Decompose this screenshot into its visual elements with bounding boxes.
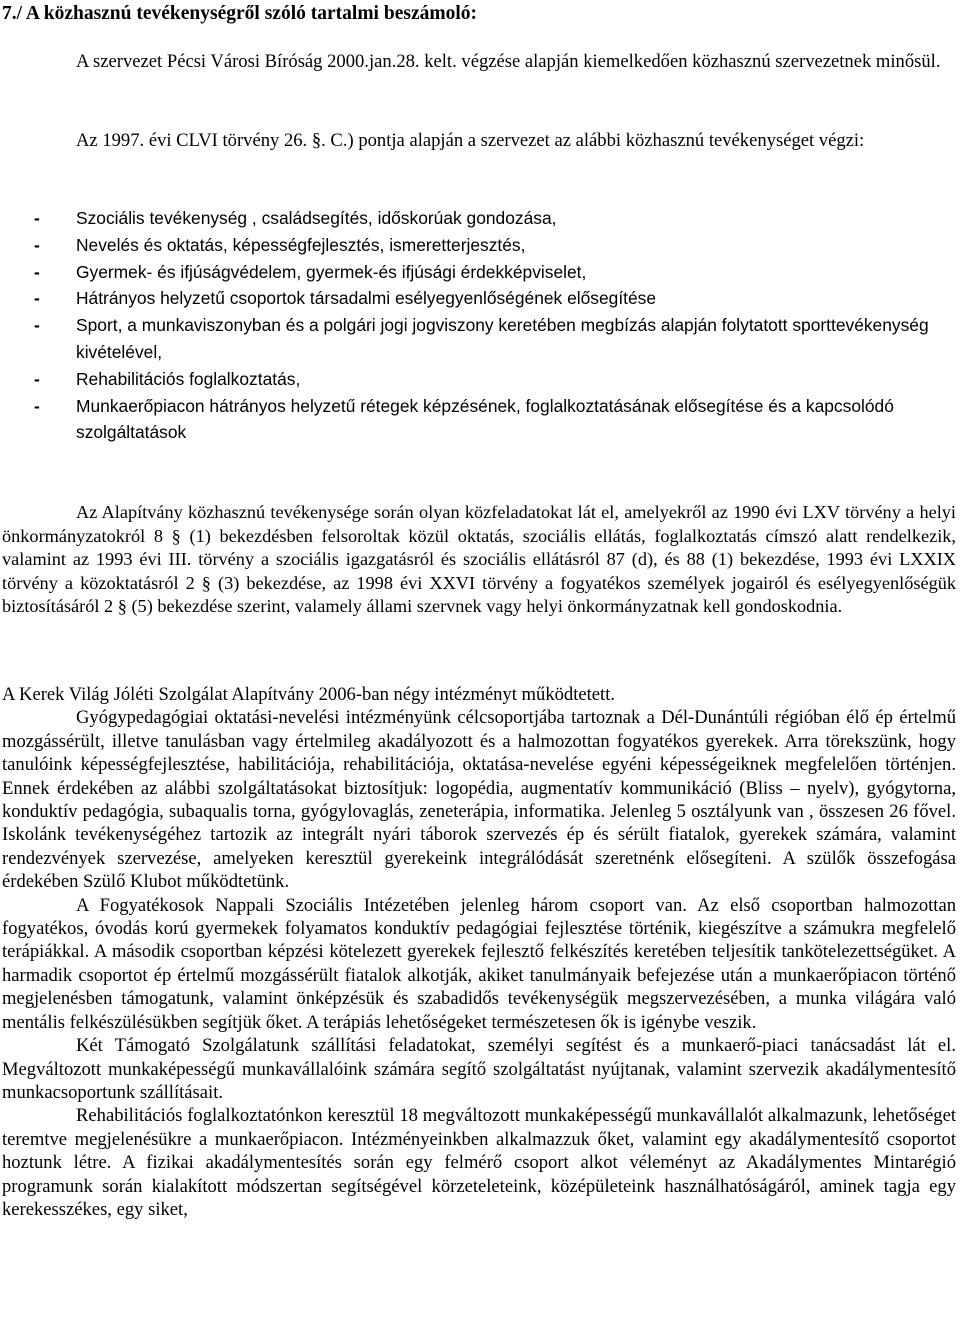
activity-list — [0, 205, 940, 446]
law-paragraph: Az Alapítvány közhasznú tevékenysége során olyan közfeladatokat lát el, amelyekről az 1990 évi LXV törvény a helyi önkormányzatokról 8 § (1) bekezdésben felsoroltak közül oktatás, szociális ellátás, foglalkoztatás címszó alatt rendelkezik, valamint az 1993 évi III. törvény a szociális igazgatásról és szociális ellátásról 87 (d), és 88 (1) bekezdése, 1993 évi LXXIX törvény a közoktatásról 2 § (3) bekezdése, az 1998 évi XXVI törvény a fogyatékos személyek jogairól és esélyegyenlőségük biztosításáról 2 § (5) bekezdése szerint, valamely állami szervnek vagy helyi önkormányzatnak kell gondoskodnia. — [2, 502, 956, 617]
list-item — [0, 393, 940, 447]
institutions-intro: A Kerek Világ Jóléti Szolgálat Alapítvány 2006-ban négy intézményt működtetett. — [2, 684, 616, 705]
list-item-text: Szociális tevékenység , családsegítés, időskorúak gondozása, — [76, 208, 557, 228]
dash-bullet: - — [34, 234, 40, 255]
list-item-text: Nevelés és oktatás, képességfejlesztés, ismeretterjesztés, — [76, 234, 526, 255]
list-item-text: Rehabilitációs foglalkoztatás, — [76, 368, 301, 389]
dash-bullet: - — [34, 315, 40, 336]
dash-bullet: - — [34, 261, 40, 282]
section-heading: 7./ A közhasznú tevékenységről szóló tartalmi beszámoló: — [2, 3, 477, 24]
intro-law-paragraph: Az 1997. évi CLVI törvény 26. §. C.) pontja alapján a szervezet az alábbi közhasznú tevékenységet végzi: — [76, 130, 865, 151]
list-item-text: Gyermek- és ifjúságvédelem, gyermek-és ifjúsági érdekképviselet, — [76, 261, 587, 282]
institutions-section — [2, 683, 956, 1221]
dash-bullet: - — [34, 395, 40, 416]
list-item — [0, 285, 940, 312]
list-item — [0, 205, 940, 232]
list-item-text: Sport, a munkaviszonyban és a polgári jogi jogviszony keretében megbízás alapján folytatott sporttevékenység kivételével, — [76, 315, 929, 362]
dash-bullet: - — [34, 208, 40, 228]
intro-status-paragraph: A szervezet Pécsi Városi Bíróság 2000.jan.28. kelt. végzése alapján kiemelkedően közhasznú szervezetnek minősül. — [76, 51, 941, 72]
list-item — [0, 259, 940, 286]
dash-bullet: - — [34, 368, 40, 389]
dash-bullet: - — [34, 288, 40, 309]
list-item — [0, 312, 940, 366]
list-item — [0, 232, 940, 259]
list-item — [0, 366, 940, 393]
school-paragraph: Gyógypedagógiai oktatási-nevelési intézményünk célcsoportjába tartoznak a Dél-Dunántúli régióban élő ép értelmű mozgássérült, illetve tanulásban vagy értelmileg akadályozott és a halmozottan fogyatékos gyerekek. Arra törekszünk, hogy tanulóink képességfejlesztése, habilitációja, rehabilitációja, oktatása-nevelése egyéni képességeiknek megfelelően történjen. Ennek érdekében az alábbi szolgáltatásokat biztosítjuk: logopédia, augmentatív kommunikáció (Bliss – nyelv), gyógytorna, konduktív pedagógia, subaqualis torna, gyógylovaglás, zeneterápia, informatika. Jelenleg 5 osztályunk van , összesen 26 fővel. Iskolánk tevékenységéhez tartozik az integrált nyári táborok szervezés ép és sérült fiatalok, gyerekek számára, valamint rendezvények szervezése, amelyeken keresztül gyerekeink integrálódását szeretnénk elősegíteni. A szülők összefogása érdekében Szülő Klubot működtetünk. — [2, 707, 956, 893]
list-item-text: Munkaerőpiacon hátrányos helyzetű rétegek képzésének, foglalkoztatásának elősegítése és a kapcsolódó szolgáltatások — [76, 395, 894, 443]
list-item-text: Hátrányos helyzetű csoportok társadalmi esélyegyenlőségének elősegítése — [76, 288, 657, 309]
day-care-paragraph: A Fogyatékosok Nappali Szociális Intézetében jelenleg három csoport van. Az első csoportban halmozottan fogyatékos, óvodás korú gyermekek folyamatos konduktív pedagógiai fejlesztése történik, kiegészítve a számukra megfelelő terápiákkal. A második csoportban képzési kötelezett gyerekek fejlesztő felkészítés keretében teljesítik tankötelezettségüket. A harmadik csoportot ép értelmű mozgássérült fiatalok alkotják, akiket tanulmányaik befejezése után a munkaerőpiacon történő megjelenésben támogatunk, valamint önképzésük és szabadidős tevékenységük megszervezésében, a munka világára való mentális felkészülésükben segítjük őket. A terápiás lehetőségeket természetesen ők is igénybe veszik. — [2, 894, 956, 1033]
rehabilitation-paragraph: Rehabilitációs foglalkoztatónkon keresztül 18 megváltozott munkaképességű munkavállalót alkalmazunk, lehetőséget teremtve megjelenésükre a munkaerőpiacon. Intézményeinkben alkalmazzuk őket, valamint egy akadálymentesítő csoportot hoztunk létre. A fizikai akadálymentesítés során egy felmérő csoport alkot véleményt az Akadálymentes Mintarégió programunk során kialakított módszertan segítségével körzeteleteink, középületeink használhatóságáról, aminek tagja egy kerekesszékes, egy siket, — [2, 1105, 956, 1220]
support-service-paragraph: Két Támogató Szolgálatunk szállítási feladatokat, személyi segítést és a munkaerő-piaci tanácsadást lát el. Megváltozott munkaképességű munkavállalóink számára segítő szolgáltatást nyújtanak, valamint szervezik akadálymentesítő munkacsoportunk szállításait. — [2, 1035, 956, 1103]
